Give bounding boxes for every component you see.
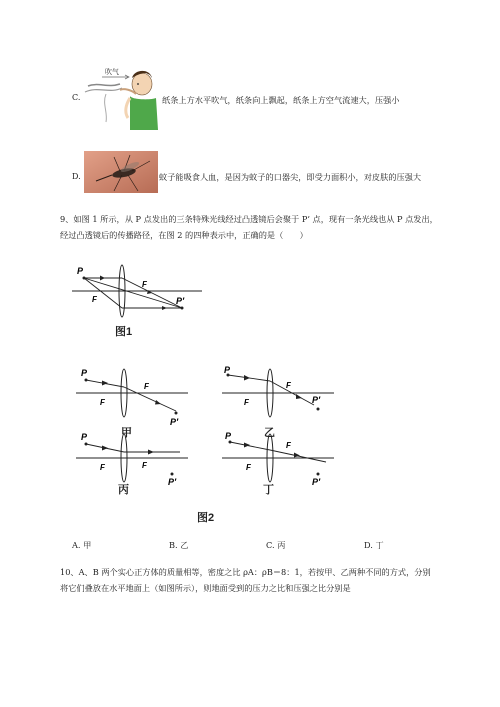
q10-line2: 将它们叠放在水平地面上（如图所示），则地面受到的压力之比和压强之比分别是 <box>60 583 351 593</box>
svg-text:F: F <box>286 441 291 450</box>
blowing-caption: 吹气 <box>105 69 119 76</box>
mosquito-photo <box>84 151 158 193</box>
fig1-P-label: P <box>77 266 84 276</box>
svg-text:F: F <box>144 382 149 391</box>
figure-2-diagram-bing <box>76 430 188 486</box>
q9-choice-c: C. 丙 <box>266 540 286 550</box>
figure-2-diagram-jia <box>76 365 188 427</box>
fig1-F-right-label: F <box>142 280 147 289</box>
svg-text:F: F <box>286 381 291 390</box>
svg-text:P: P <box>224 365 231 375</box>
figure-1-diagram <box>72 262 202 326</box>
fig1-Pprime-label: P′ <box>176 296 185 306</box>
svg-text:F: F <box>100 463 105 472</box>
svg-text:P: P <box>225 431 232 441</box>
q9-choice-d: D. 丁 <box>364 540 384 550</box>
label-jia: 甲 <box>121 427 132 439</box>
figure-2-label: 图2 <box>197 512 215 524</box>
option-d-text: 蚊子能吸食人血，是因为蚊子的口器尖，即受力面积小，对皮肤的压强大 <box>159 172 422 182</box>
option-c-letter: C. <box>72 93 81 102</box>
svg-text:P: P <box>81 432 88 442</box>
q9-line2: 经过凸透镜后的传播路径，在图 2 的四种表示中，正确的是（ ） <box>60 230 308 240</box>
option-c-text: 纸条上方水平吹气，纸条向上飘起，纸条上方空气流速大，压强小 <box>162 95 400 105</box>
svg-text:F: F <box>142 461 147 470</box>
figure-1-label: 图1 <box>115 326 133 338</box>
svg-text:P′: P′ <box>312 395 321 405</box>
svg-text:F: F <box>100 398 105 407</box>
fig1-F-left-label: F <box>92 295 97 304</box>
label-bing: 丙 <box>118 484 129 496</box>
svg-text:P′: P′ <box>168 477 177 486</box>
q9-choice-b: B. 乙 <box>169 540 189 550</box>
label-yi: 乙 <box>264 427 275 439</box>
label-ding: 丁 <box>263 484 274 496</box>
svg-text:P′: P′ <box>170 417 179 427</box>
svg-text:P: P <box>81 368 88 378</box>
svg-text:F: F <box>244 398 249 407</box>
q9-line1: 9、如图 1 所示，从 P 点发出的三条特殊光线经过凸透镜后会聚于 P’ 点，现有一条光线也从 P 点发出， <box>60 214 438 224</box>
figure-2-diagram-ding <box>222 430 334 486</box>
blowing-paper-illustration <box>80 64 162 130</box>
svg-text:F: F <box>246 463 251 472</box>
q10-line1: 10、A、B 两个实心正方体的质量相等，密度之比 ρA：ρB＝8：1，若按甲、乙两种不同的方式，分别 <box>60 567 431 577</box>
figure-2-diagram-yi <box>222 365 334 427</box>
option-d-letter: D. <box>72 172 81 181</box>
svg-text:P′: P′ <box>312 477 321 486</box>
q9-choice-a: A. 甲 <box>72 540 92 550</box>
